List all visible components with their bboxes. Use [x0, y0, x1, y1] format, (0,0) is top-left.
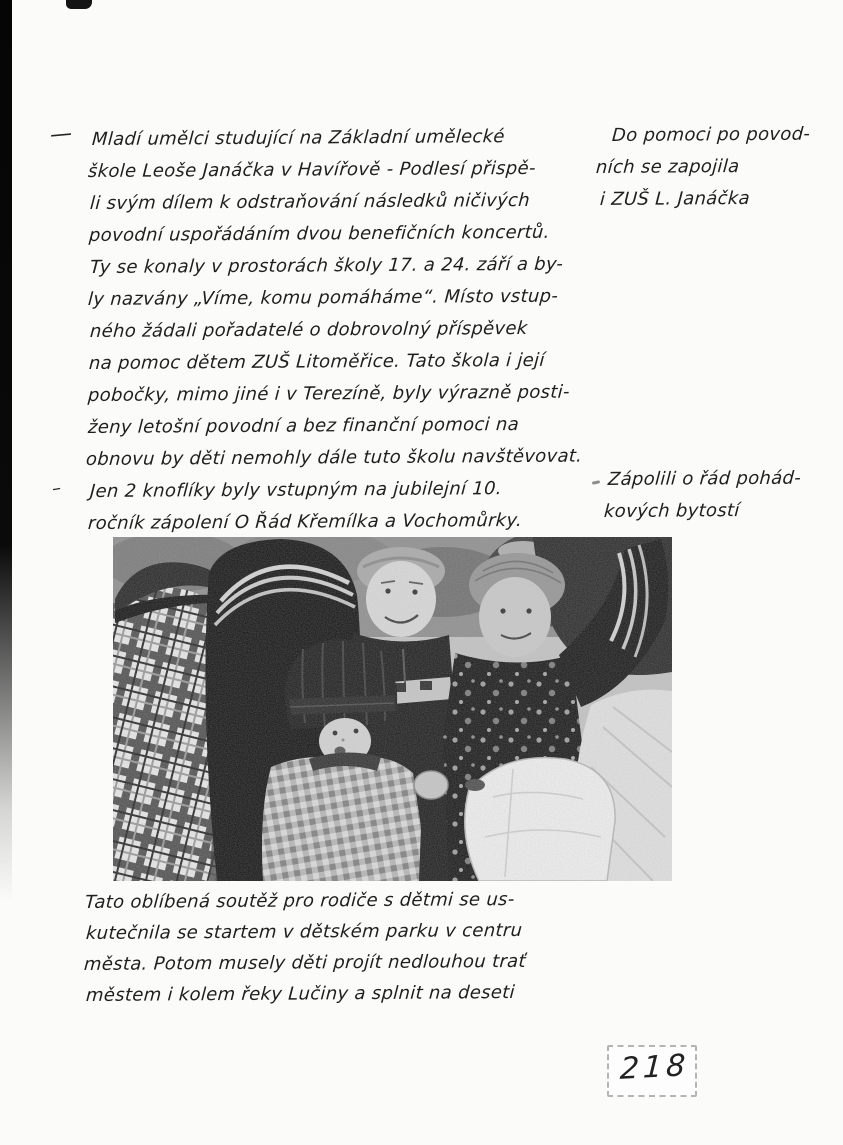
- main-text-line: Ty se konaly v prostorách školy 17. a 24. září a by-: [89, 253, 564, 278]
- main-text-line: škole Leoše Janáčka v Havířově - Podlesí přispě-: [87, 157, 537, 182]
- photo-illustration: [113, 537, 672, 881]
- photo: [113, 537, 672, 881]
- main-text-line: ly nazvány „Víme, komu pomáháme“. Místo vstup-: [87, 285, 559, 310]
- margin-note-line: i ZUŠ L. Janáčka: [599, 187, 751, 210]
- main-text-line: Jen 2 knoflíky byly vstupným na jubilejní 10.: [89, 478, 503, 502]
- margin-note-line: kových bytostí: [603, 500, 741, 522]
- scan-edge-artifact-left: [0, 0, 12, 940]
- margin-note-line: Do pomoci po povod-: [611, 123, 811, 146]
- margin-note-line: ních se zapojila: [595, 155, 741, 178]
- main-text-line: li svým dílem k odstraňování následků ničivých: [89, 189, 531, 214]
- main-text-line: na pomoc dětem ZUŠ Litoměřice. Tato škola i její: [88, 349, 546, 374]
- page-number: 218: [619, 1048, 691, 1087]
- main-text-line: ročník zápolení O Řád Křemílka a Vochomůrky.: [87, 509, 523, 534]
- caption-line: městem i kolem řeky Lučiny a splnit na deseti: [85, 982, 516, 1006]
- main-text-line: obnovu by děti nemohly dále tuto školu navštěvovat.: [85, 445, 583, 470]
- caption-line: Tato oblíbená soutěž pro rodiče s dětmi se us-: [84, 889, 516, 913]
- margin-note-2-tick: [592, 480, 600, 485]
- main-text-line: povodní uspořádáním dvou benefičních koncertů.: [88, 221, 551, 246]
- margin-note-line: Zápolili o řád pohád-: [607, 467, 802, 490]
- scan-artifact-top: [66, 0, 92, 9]
- caption-line: kutečnila se startem v dětském parku v centru: [85, 919, 523, 944]
- dash-marker-2: –: [50, 477, 63, 500]
- caption-line: města. Potom musely děti projít nedlouhou trať: [83, 950, 527, 975]
- main-text-line: pobočky, mimo jiné i v Terezíně, byly výrazně posti-: [87, 381, 571, 406]
- main-text-line: ného žádali pořadatelé o dobrovolný příspěvek: [89, 317, 529, 342]
- main-text-line: ženy letošní povodní a bez finanční pomoci na: [87, 413, 520, 438]
- dash-marker-1: —: [48, 121, 74, 148]
- main-text-line: Mladí umělci studující na Základní umělecké: [91, 126, 506, 150]
